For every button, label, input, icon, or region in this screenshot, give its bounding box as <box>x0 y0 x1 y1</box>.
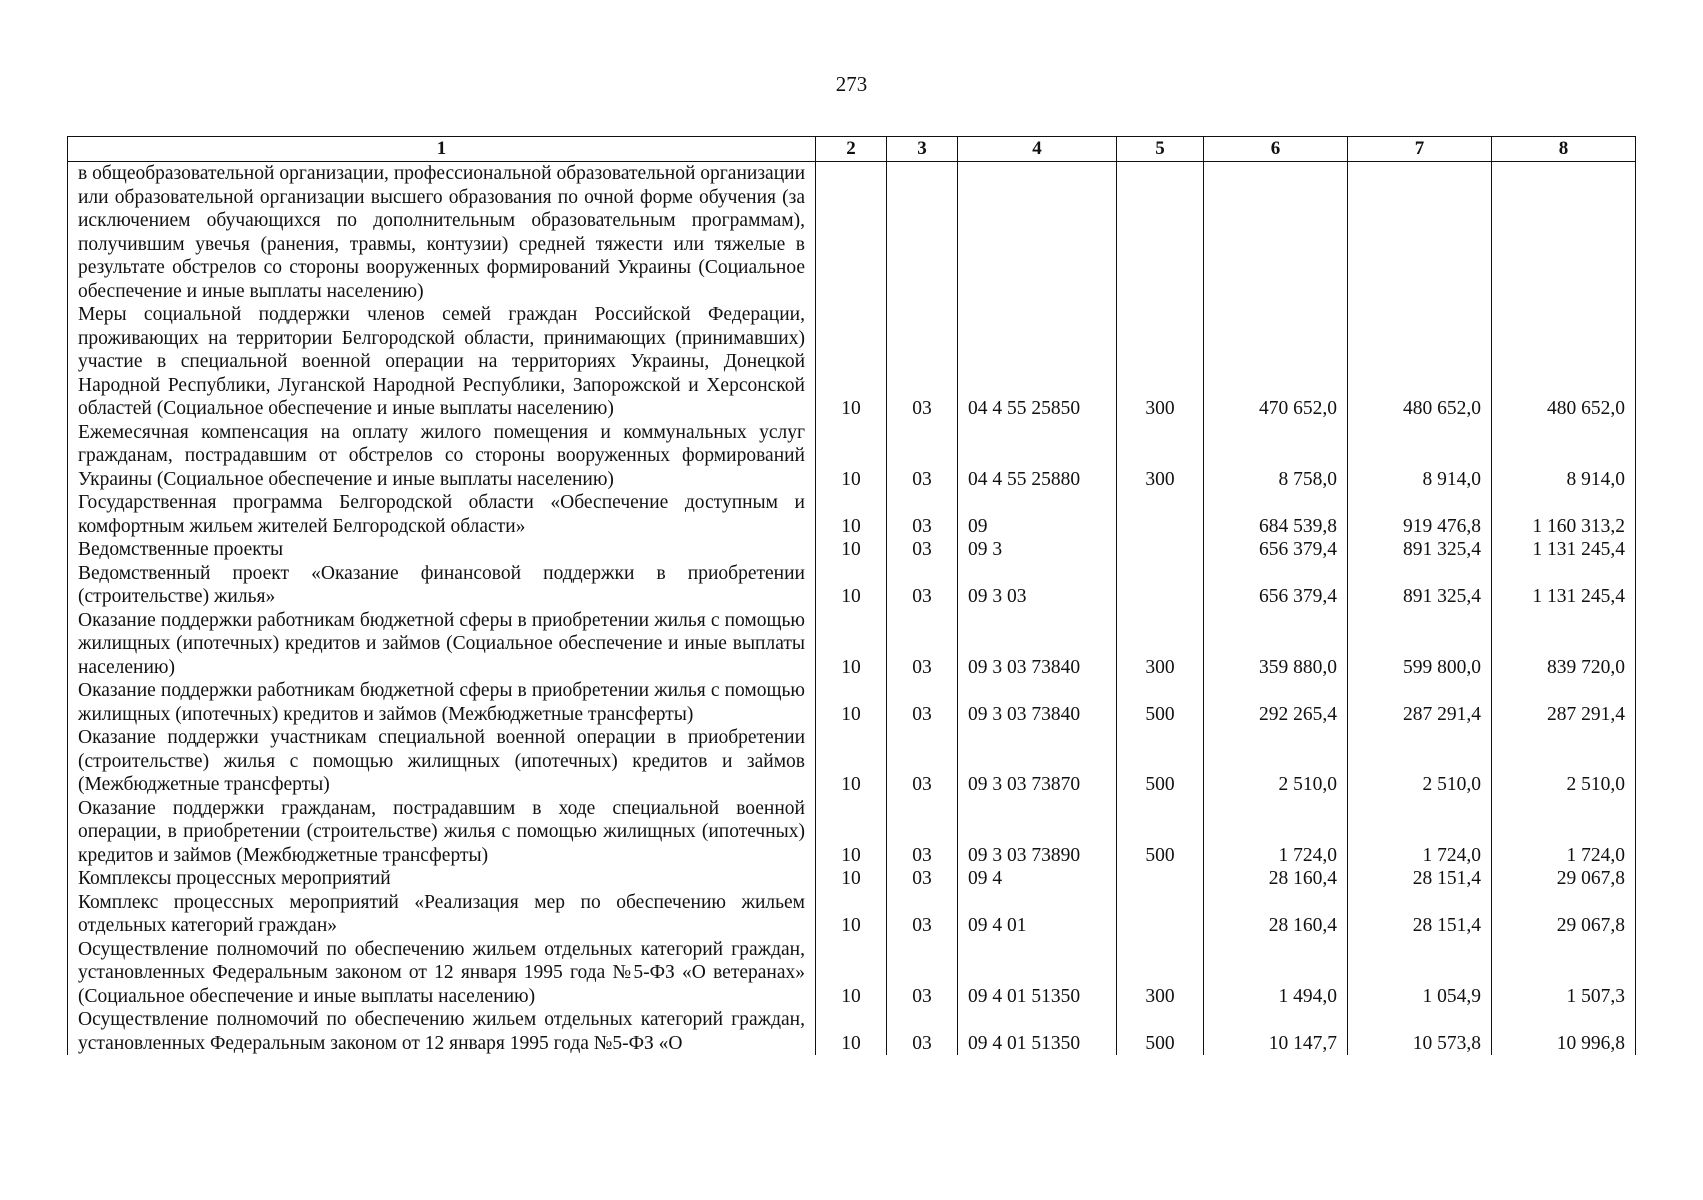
row-description: Ежемесячная компенсация на оплату жилого помещения и коммунальных услуг гражданам, пострадавшим от обстрелов со стороны вооруженных формирований Украины (Социальное обеспечение и иные выплаты населению) <box>68 421 816 492</box>
target-article-code: 09 <box>958 491 1117 538</box>
subsection-code: 03 <box>887 609 958 680</box>
amount-column-7: 10 573,8 <box>1348 1008 1492 1055</box>
amount-column-8: 10 996,8 <box>1492 1008 1636 1055</box>
amount-column-6: 292 265,4 <box>1204 679 1348 726</box>
subsection-code: 03 <box>887 303 958 421</box>
row-description: Оказание поддержки гражданам, пострадавшим в ходе специальной военной операции, в приобретении (строительстве) жилья с помощью жилищных (ипотечных) кредитов и займов (Межбюджетные трансферты) <box>68 797 816 868</box>
expense-type-code <box>1117 891 1204 938</box>
amount-column-8: 8 914,0 <box>1492 421 1636 492</box>
amount-column-6: 28 160,4 <box>1204 891 1348 938</box>
target-article-code: 09 4 01 51350 <box>958 1008 1117 1055</box>
amount-column-8 <box>1492 162 1636 304</box>
target-article-code: 04 4 55 25850 <box>958 303 1117 421</box>
row-description: Оказание поддержки участникам специальной военной операции в приобретении (строительстве) жилья с помощью жилищных (ипотечных) кредитов и займов (Межбюджетные трансферты) <box>68 726 816 797</box>
expense-type-code: 500 <box>1117 797 1204 868</box>
row-description: Комплекс процессных мероприятий «Реализация мер по обеспечению жильем отдельных категорий граждан» <box>68 891 816 938</box>
subsection-code: 03 <box>887 679 958 726</box>
row-description: Государственная программа Белгородской области «Обеспечение доступным и комфортным жильем жителей Белгородской области» <box>68 491 816 538</box>
amount-column-8: 29 067,8 <box>1492 891 1636 938</box>
row-description: Ведомственные проекты <box>68 538 816 562</box>
amount-column-8: 1 131 245,4 <box>1492 562 1636 609</box>
amount-column-7: 599 800,0 <box>1348 609 1492 680</box>
table-row <box>68 891 1636 938</box>
column-header-7: 7 <box>1348 137 1492 162</box>
amount-column-8: 1 160 313,2 <box>1492 491 1636 538</box>
column-header-3: 3 <box>887 137 958 162</box>
expense-type-code: 300 <box>1117 303 1204 421</box>
subsection-code: 03 <box>887 421 958 492</box>
target-article-code: 09 3 03 73840 <box>958 679 1117 726</box>
amount-column-7: 480 652,0 <box>1348 303 1492 421</box>
amount-column-7: 891 325,4 <box>1348 538 1492 562</box>
amount-column-6: 470 652,0 <box>1204 303 1348 421</box>
section-code: 10 <box>816 797 887 868</box>
amount-column-6: 8 758,0 <box>1204 421 1348 492</box>
amount-column-7: 1 724,0 <box>1348 797 1492 868</box>
amount-column-6: 10 147,7 <box>1204 1008 1348 1055</box>
table-row <box>68 303 1636 421</box>
subsection-code: 03 <box>887 891 958 938</box>
row-description: Оказание поддержки работникам бюджетной сферы в приобретении жилья с помощью жилищных (ипотечных) кредитов и займов (Социальное обеспечение и иные выплаты населению) <box>68 609 816 680</box>
row-description: Комплексы процессных мероприятий <box>68 867 816 891</box>
column-header-6: 6 <box>1204 137 1348 162</box>
amount-column-7: 919 476,8 <box>1348 491 1492 538</box>
target-article-code: 04 4 55 25880 <box>958 421 1117 492</box>
subsection-code: 03 <box>887 867 958 891</box>
expense-type-code <box>1117 562 1204 609</box>
amount-column-8: 839 720,0 <box>1492 609 1636 680</box>
page-number: 273 <box>835 72 868 96</box>
expense-type-code: 500 <box>1117 679 1204 726</box>
section-code: 10 <box>816 421 887 492</box>
table-row <box>68 491 1636 538</box>
section-code: 10 <box>816 1008 887 1055</box>
table-row <box>68 421 1636 492</box>
amount-column-6: 1 724,0 <box>1204 797 1348 868</box>
table-row <box>68 867 1636 891</box>
row-description: Оказание поддержки работникам бюджетной сферы в приобретении жилья с помощью жилищных (ипотечных) кредитов и займов (Межбюджетные трансферты) <box>68 679 816 726</box>
expense-type-code: 500 <box>1117 1008 1204 1055</box>
target-article-code: 09 4 <box>958 867 1117 891</box>
expense-type-code <box>1117 867 1204 891</box>
target-article-code: 09 4 01 51350 <box>958 938 1117 1009</box>
section-code: 10 <box>816 679 887 726</box>
row-description: Осуществление полномочий по обеспечению жильем отдельных категорий граждан, установленных Федеральным законом от 12 января 1995 года №5-ФЗ «О ветеранах» (Социальное обеспечение и иные выплаты населению) <box>68 938 816 1009</box>
subsection-code: 03 <box>887 726 958 797</box>
row-description: Меры социальной поддержки членов семей граждан Российской Федерации, проживающих на территории Белгородской области, принимающих (принимавших) участие в специальной военной операции на территориях Украины, Донецкой Народной Республики, Луганской Народной Республики, Запорожской и Херсонской областей (Социальное обеспечение и иные выплаты населению) <box>68 303 816 421</box>
table-header <box>68 137 1636 162</box>
table-row <box>68 1008 1636 1055</box>
expense-type-code <box>1117 491 1204 538</box>
amount-column-6: 2 510,0 <box>1204 726 1348 797</box>
table-row <box>68 797 1636 868</box>
expense-type-code: 300 <box>1117 938 1204 1009</box>
amount-column-6: 28 160,4 <box>1204 867 1348 891</box>
expense-type-code: 300 <box>1117 421 1204 492</box>
table-row <box>68 726 1636 797</box>
amount-column-6: 656 379,4 <box>1204 562 1348 609</box>
subsection-code: 03 <box>887 797 958 868</box>
amount-column-7: 28 151,4 <box>1348 891 1492 938</box>
section-code: 10 <box>816 303 887 421</box>
subsection-code <box>887 162 958 304</box>
target-article-code: 09 3 03 73870 <box>958 726 1117 797</box>
row-description: Ведомственный проект «Оказание финансовой поддержки в приобретении (строительстве) жилья» <box>68 562 816 609</box>
table-row <box>68 562 1636 609</box>
amount-column-7: 891 325,4 <box>1348 562 1492 609</box>
column-header-8: 8 <box>1492 137 1636 162</box>
row-description: в общеобразовательной организации, профессиональной образовательной организации или образовательной организации высшего образования по очной форме обучения (за исключением обучающихся по дополнительным образовательным программам), получившим увечья (ранения, травмы, контузии) средней тяжести или тяжелые в результате обстрелов со стороны вооруженных формирований Украины (Социальное обеспечение и иные выплаты населению) <box>68 162 816 304</box>
section-code: 10 <box>816 726 887 797</box>
column-header-2: 2 <box>816 137 887 162</box>
amount-column-8: 29 067,8 <box>1492 867 1636 891</box>
table-row <box>68 938 1636 1009</box>
section-code: 10 <box>816 938 887 1009</box>
amount-column-7: 287 291,4 <box>1348 679 1492 726</box>
amount-column-6: 684 539,8 <box>1204 491 1348 538</box>
table-row <box>68 679 1636 726</box>
section-code: 10 <box>816 867 887 891</box>
expense-type-code: 500 <box>1117 726 1204 797</box>
section-code <box>816 162 887 304</box>
amount-column-7: 1 054,9 <box>1348 938 1492 1009</box>
expense-type-code: 300 <box>1117 609 1204 680</box>
column-header-5: 5 <box>1117 137 1204 162</box>
amount-column-6: 1 494,0 <box>1204 938 1348 1009</box>
subsection-code: 03 <box>887 1008 958 1055</box>
amount-column-7: 2 510,0 <box>1348 726 1492 797</box>
amount-column-8: 1 507,3 <box>1492 938 1636 1009</box>
amount-column-6: 656 379,4 <box>1204 538 1348 562</box>
amount-column-8: 2 510,0 <box>1492 726 1636 797</box>
amount-column-8: 1 724,0 <box>1492 797 1636 868</box>
expense-type-code <box>1117 538 1204 562</box>
section-code: 10 <box>816 562 887 609</box>
amount-column-7: 8 914,0 <box>1348 421 1492 492</box>
table-row <box>68 609 1636 680</box>
target-article-code: 09 3 <box>958 538 1117 562</box>
section-code: 10 <box>816 491 887 538</box>
section-code: 10 <box>816 891 887 938</box>
target-article-code: 09 3 03 73890 <box>958 797 1117 868</box>
amount-column-7: 28 151,4 <box>1348 867 1492 891</box>
expense-type-code <box>1117 162 1204 304</box>
amount-column-6 <box>1204 162 1348 304</box>
amount-column-8: 287 291,4 <box>1492 679 1636 726</box>
amount-column-7 <box>1348 162 1492 304</box>
table-row <box>68 538 1636 562</box>
target-article-code <box>958 162 1117 304</box>
subsection-code: 03 <box>887 938 958 1009</box>
section-code: 10 <box>816 538 887 562</box>
budget-table <box>67 136 1636 1055</box>
subsection-code: 03 <box>887 562 958 609</box>
column-header-4: 4 <box>958 137 1117 162</box>
subsection-code: 03 <box>887 538 958 562</box>
column-header-1: 1 <box>68 137 816 162</box>
header-row <box>68 137 1636 162</box>
subsection-code: 03 <box>887 491 958 538</box>
table-body <box>68 162 1636 1056</box>
section-code: 10 <box>816 609 887 680</box>
amount-column-6: 359 880,0 <box>1204 609 1348 680</box>
amount-column-8: 480 652,0 <box>1492 303 1636 421</box>
target-article-code: 09 3 03 73840 <box>958 609 1117 680</box>
target-article-code: 09 4 01 <box>958 891 1117 938</box>
amount-column-8: 1 131 245,4 <box>1492 538 1636 562</box>
row-description: Осуществление полномочий по обеспечению жильем отдельных категорий граждан, установленных Федеральным законом от 12 января 1995 года №5-ФЗ «О <box>68 1008 816 1055</box>
table-row <box>68 162 1636 304</box>
target-article-code: 09 3 03 <box>958 562 1117 609</box>
